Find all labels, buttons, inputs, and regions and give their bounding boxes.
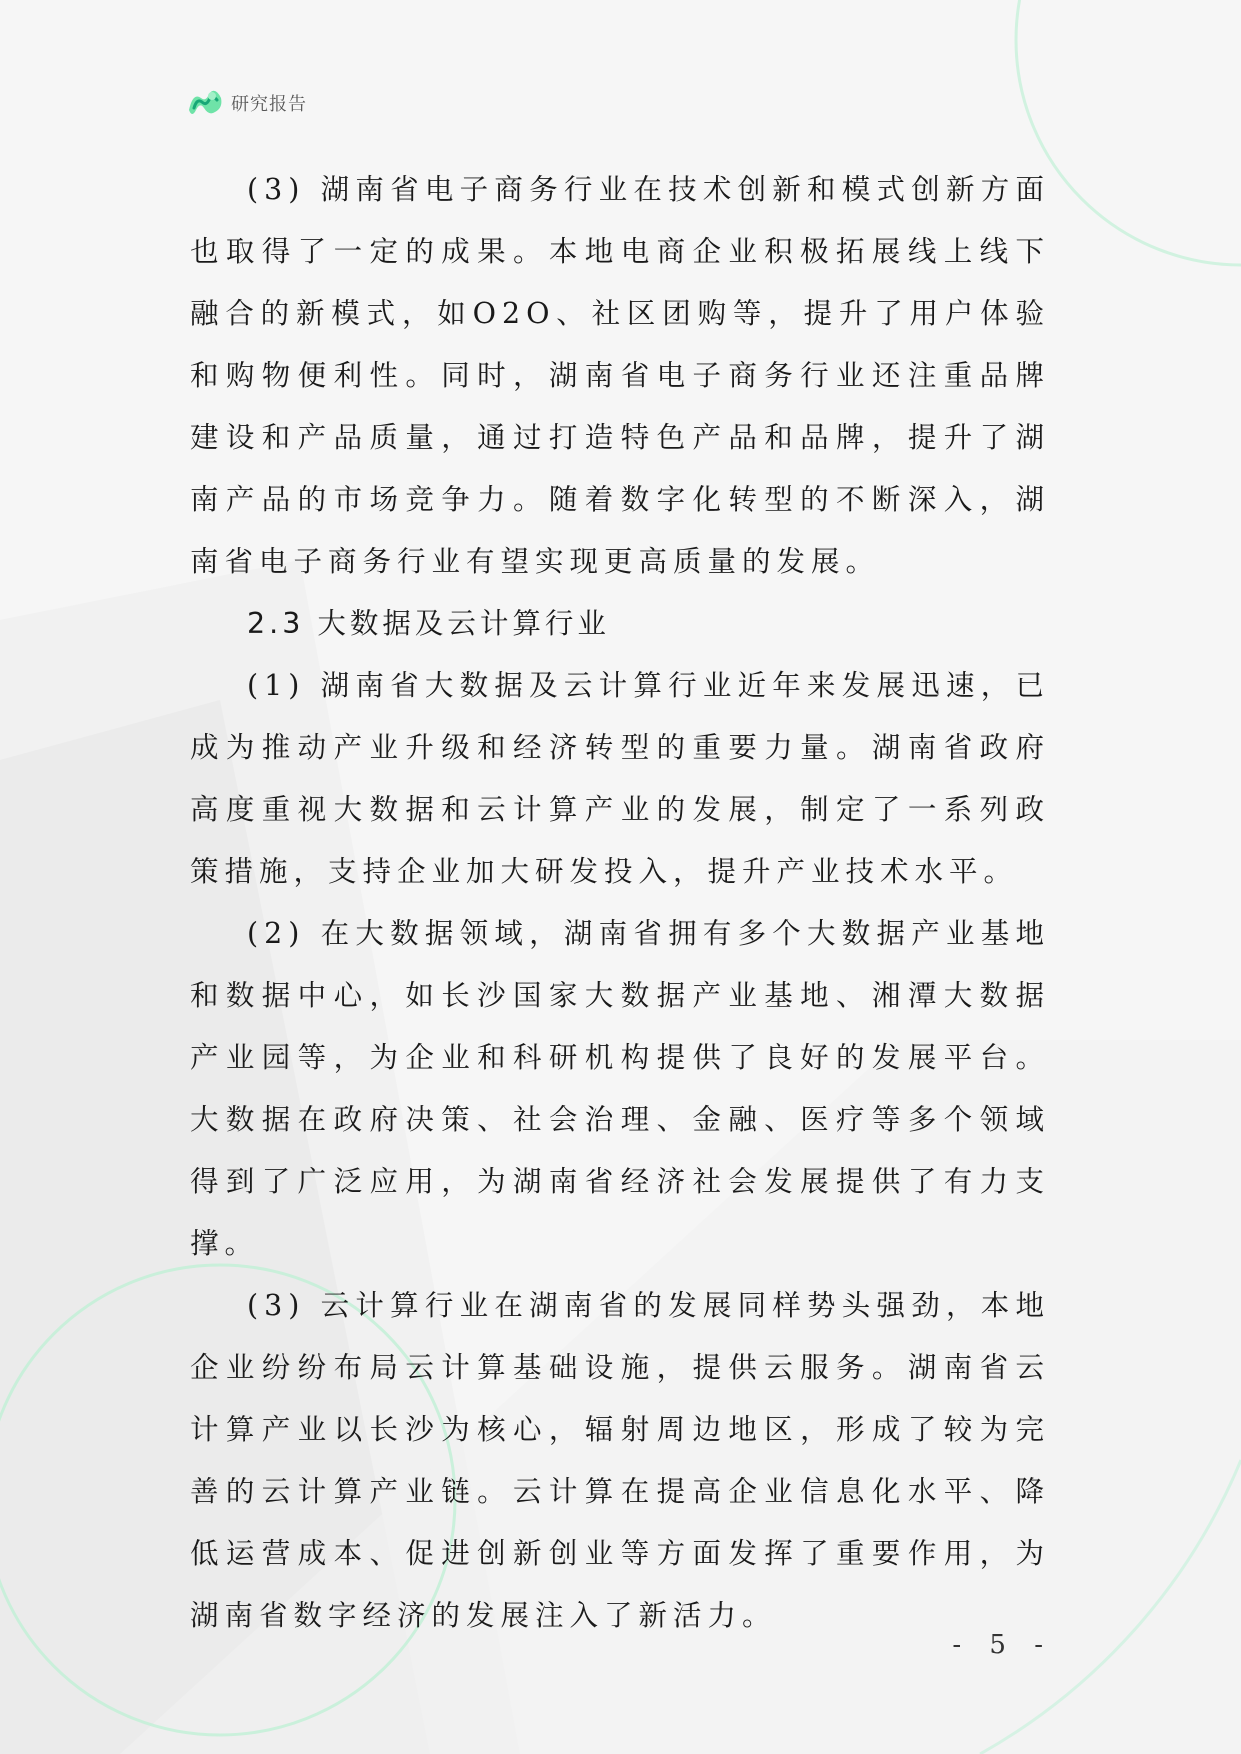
- paragraph-bigdata-cloud-overview: (1) 湖南省大数据及云计算行业近年来发展迅速，已成为推动产业升级和经济转型的重要力量。湖南省政府高度重视大数据和云计算产业的发展，制定了一系列政策措施，支持企业加大研发投入，提升产业技术水平。: [190, 669, 1050, 888]
- report-header: [187, 88, 307, 118]
- paragraph-bigdata-field: (2) 在大数据领域，湖南省拥有多个大数据产业基地和数据中心，如长沙国家大数据产业基地、湘潭大数据产业园等，为企业和科研机构提供了良好的发展平台。大数据在政府决策、社会治理、金融、医疗等多个领域得到了广泛应用，为湖南省经济社会发展提供了有力支撑。: [190, 917, 1050, 1260]
- page-number: - 5 -: [952, 1630, 1053, 1660]
- paragraph-cloud-computing: (3) 云计算行业在湖南省的发展同样势头强劲，本地企业纷纷布局云计算基础设施，提供云服务。湖南省云计算产业以长沙为核心，辐射周边地区，形成了较为完善的云计算产业链。云计算在提高企业信息化水平、降低运营成本、促进创新创业等方面发挥了重要作用，为湖南省数字经济的发展注入了新活力。: [190, 1289, 1050, 1632]
- section-heading-2-3: 2.3 大数据及云计算行业: [247, 607, 610, 640]
- logo-icon: [187, 88, 223, 118]
- header-title: 研究报告: [231, 94, 307, 115]
- report-body: [190, 159, 1050, 1647]
- paragraph-ecommerce-innovation: (3) 湖南省电子商务行业在技术创新和模式创新方面也取得了一定的成果。本地电商企业积极拓展线上线下融合的新模式，如O2O、社区团购等，提升了用户体验和购物便利性。同时，湖南省电子商务行业还注重品牌建设和产品质量，通过打造特色产品和品牌，提升了湖南产品的市场竞争力。随着数字化转型的不断深入，湖南省电子商务行业有望实现更高质量的发展。: [190, 173, 1050, 578]
